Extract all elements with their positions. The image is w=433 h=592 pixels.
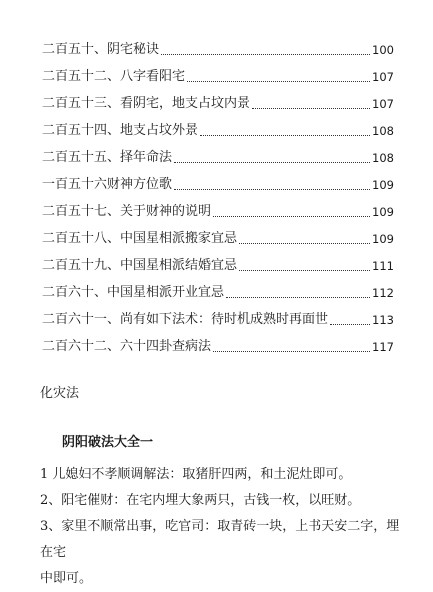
toc-entry-title: 二百六十一、尚有如下法术：待时机成熟时再面世 (42, 312, 329, 327)
table-of-contents (42, 33, 394, 357)
toc-entry-page: 111 (372, 259, 394, 273)
toc-entry-page: 113 (372, 313, 394, 327)
toc-entry-page: 108 (372, 124, 394, 138)
toc-entry-page: 112 (372, 286, 394, 300)
toc-entry-page: 108 (372, 151, 394, 165)
toc-entry-page: 109 (372, 205, 394, 219)
toc-entry (42, 276, 394, 301)
toc-entry-page: 100 (372, 43, 394, 57)
toc-entry-title: 二百五十五、择年命法 (42, 150, 173, 165)
toc-leader-dots (213, 212, 370, 217)
toc-entry (42, 303, 394, 328)
toc-entry (42, 60, 394, 85)
toc-leader-dots (174, 185, 370, 190)
toc-entry-title: 二百五十、阴宅秘诀 (42, 42, 160, 57)
toc-entry-title: 二百五十二、八字看阳宅 (42, 69, 186, 84)
toc-entry-title: 二百六十二、六十四卦查病法 (42, 339, 212, 354)
toc-leader-dots (200, 131, 370, 136)
toc-leader-dots (161, 50, 370, 55)
toc-entry-title: 一百五十六财神方位歌 (42, 177, 173, 192)
toc-entry (42, 114, 394, 139)
toc-entry-title: 二百五十七、关于财神的说明 (42, 204, 212, 219)
toc-entry (42, 249, 394, 274)
toc-leader-dots (226, 293, 370, 298)
toc-entry (42, 141, 394, 166)
toc-entry-page: 107 (372, 97, 394, 111)
body-text (40, 462, 400, 592)
toc-entry-page: 117 (372, 340, 394, 354)
toc-entry (42, 168, 394, 193)
toc-entry-title: 二百五十九、中国星相派结婚宜忌 (42, 258, 238, 273)
section-label: 化灾法 (40, 386, 80, 401)
section-heading: 阴阳破法大全一 (62, 435, 154, 450)
body-paragraph: 中即可。 (40, 571, 93, 586)
toc-entry-title: 二百五十八、中国星相派搬家宜忌 (42, 231, 238, 246)
toc-entry-page: 109 (372, 178, 394, 192)
toc-leader-dots (187, 77, 370, 82)
toc-entry (42, 330, 394, 355)
toc-entry-page: 107 (372, 70, 394, 84)
toc-entry-title: 二百五十三、看阴宅，地支占坟内景 (42, 96, 251, 111)
toc-leader-dots (239, 266, 370, 271)
toc-entry (42, 33, 394, 58)
body-paragraph: 1 儿媳妇不孝顺调解法：取猪肝四两，和土泥灶即可。 (40, 467, 352, 482)
toc-leader-dots (252, 104, 370, 109)
toc-entry (42, 195, 394, 220)
body-paragraph: 2、阳宅催财：在宅内埋大象两只，古钱一枚，以旺财。 (40, 493, 361, 508)
body-paragraph: 3、家里不顺常出事，吃官司：取青砖一块，上书天安二字，埋在宅 (40, 519, 400, 560)
toc-entry (42, 87, 394, 112)
toc-entry (42, 222, 394, 247)
toc-leader-dots (174, 158, 370, 163)
toc-entry-title: 二百五十四、地支占坟外景 (42, 123, 199, 138)
toc-leader-dots (239, 239, 370, 244)
toc-entry-title: 二百六十、中国星相派开业宜忌 (42, 285, 225, 300)
toc-leader-dots (213, 347, 370, 352)
toc-entry-page: 109 (372, 232, 394, 246)
toc-leader-dots (330, 320, 370, 325)
